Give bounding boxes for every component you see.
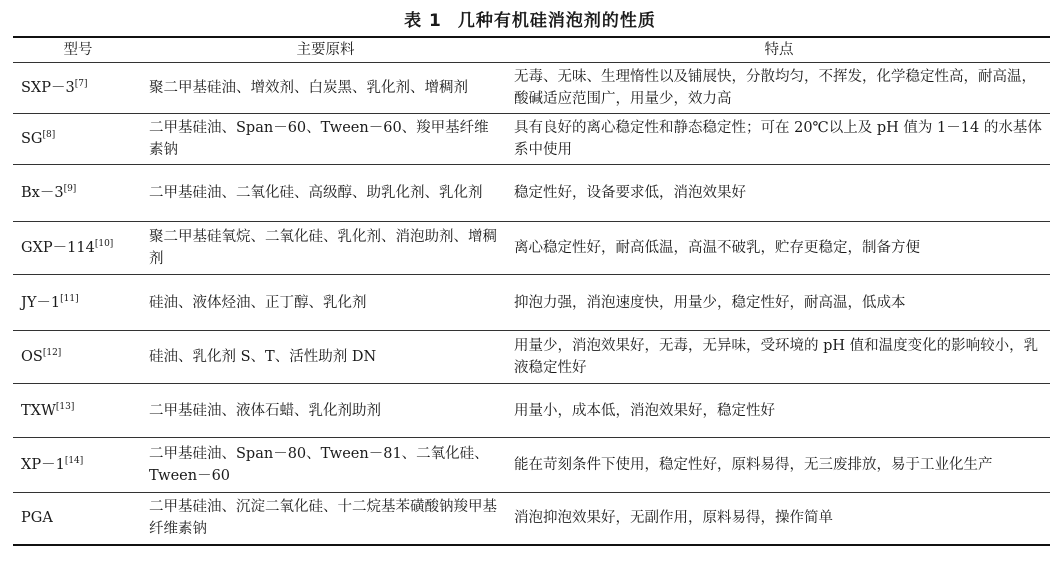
model-name: JY－1	[21, 294, 61, 311]
materials-cell: 二甲基硅油、二氧化硅、高级醇、助乳化剂、乳化剂	[149, 185, 483, 201]
header-features: 特点	[764, 42, 794, 58]
model-name: Bx－3	[21, 185, 64, 201]
materials-cell: 聚二甲基硅油、增效剂、白炭黑、乳化剂、增稠剂	[149, 80, 468, 96]
model-name: GXP－114	[21, 240, 95, 256]
table-row	[13, 493, 1050, 545]
materials-cell: 二甲基硅油、液体石蜡、乳化剂助剂	[149, 402, 381, 419]
table-row	[13, 275, 1050, 331]
reference-mark: [11]	[60, 293, 79, 304]
table-row	[13, 384, 1050, 438]
features-cell: 消泡抑泡效果好，无副作用，原料易得，操作简单	[514, 510, 833, 527]
header-model: 型号	[63, 42, 93, 58]
table-row	[13, 165, 1050, 222]
model-name: OS	[21, 349, 43, 365]
features-cell: 具有良好的离心稳定性和静态稳定性；可在 20℃以上及 pH 值为 1－14 的水基体系中使用	[514, 120, 1042, 158]
materials-cell: 二甲基硅油、Span－80、Tween－81、二氧化硅、Tween－60	[149, 446, 489, 484]
reference-mark: [9]	[63, 184, 77, 195]
model-cell	[13, 63, 143, 114]
features-cell: 稳定性好，设备要求低，消泡效果好	[514, 185, 746, 201]
table-row	[13, 114, 1050, 165]
features-cell: 离心稳定性好，耐高低温，高温不破乳，贮存更稳定，制备方便	[514, 240, 920, 256]
model-name: SXP－3	[21, 80, 75, 96]
materials-cell: 硅油、乳化剂 S、T、活性助剂 DN	[149, 349, 377, 365]
table-caption	[0, 6, 1060, 31]
materials-cell: 二甲基硅油、沉淀二氧化硅、十二烷基苯磺酸钠羧甲基纤维素钠	[149, 499, 497, 538]
model-name: XP－1	[21, 457, 65, 473]
model-cell	[13, 222, 143, 275]
reference-mark: [13]	[55, 401, 75, 412]
header-materials: 主要原料	[296, 42, 355, 58]
features-cell: 无毒、无味、生理惰性以及铺展快，分散均匀，不挥发，化学稳定性高，耐高温，酸碱适应范围广，用量少，效力高	[514, 69, 1036, 107]
reference-mark: [12]	[42, 348, 62, 359]
model-cell	[13, 493, 143, 545]
reference-mark: [8]	[42, 130, 56, 141]
model-cell	[13, 275, 143, 331]
reference-mark: [14]	[64, 456, 84, 467]
model-name: TXW	[21, 402, 56, 419]
table-row	[13, 438, 1050, 493]
table-row	[13, 331, 1050, 384]
table-title: 几种有机硅消泡剂的性质	[457, 11, 656, 31]
materials-cell: 聚二甲基硅氧烷、二氧化硅、乳化剂、消泡助剂、增稠剂	[149, 229, 497, 267]
features-cell: 用量少，消泡效果好，无毒，无异味，受环境的 pH 值和温度变化的影响较小，乳液稳定性好	[514, 338, 1039, 376]
model-cell	[13, 331, 143, 384]
table-number: 表 1	[404, 11, 442, 31]
model-name: PGA	[21, 510, 53, 527]
model-cell	[13, 165, 143, 222]
features-cell: 能在苛刻条件下使用，稳定性好，原料易得，无三废排放，易于工业化生产	[514, 457, 993, 473]
table-row	[13, 222, 1050, 275]
model-name: SG	[21, 131, 43, 147]
materials-cell: 二甲基硅油、Span－60、Tween－60、羧甲基纤维素钠	[149, 120, 489, 158]
materials-cell: 硅油、液体烃油、正丁醇、乳化剂	[149, 294, 367, 311]
features-cell: 抑泡力强，消泡速度快，用量少，稳定性好，耐高温，低成本	[514, 294, 906, 311]
model-cell	[13, 438, 143, 493]
header-row	[13, 37, 1050, 63]
reference-mark: [7]	[74, 79, 88, 90]
model-cell	[13, 384, 143, 438]
reference-mark: [10]	[94, 239, 114, 250]
table-row	[13, 63, 1050, 114]
model-cell	[13, 114, 143, 165]
features-cell: 用量小，成本低，消泡效果好，稳定性好	[514, 402, 775, 419]
defoamer-properties-table	[13, 36, 1050, 546]
